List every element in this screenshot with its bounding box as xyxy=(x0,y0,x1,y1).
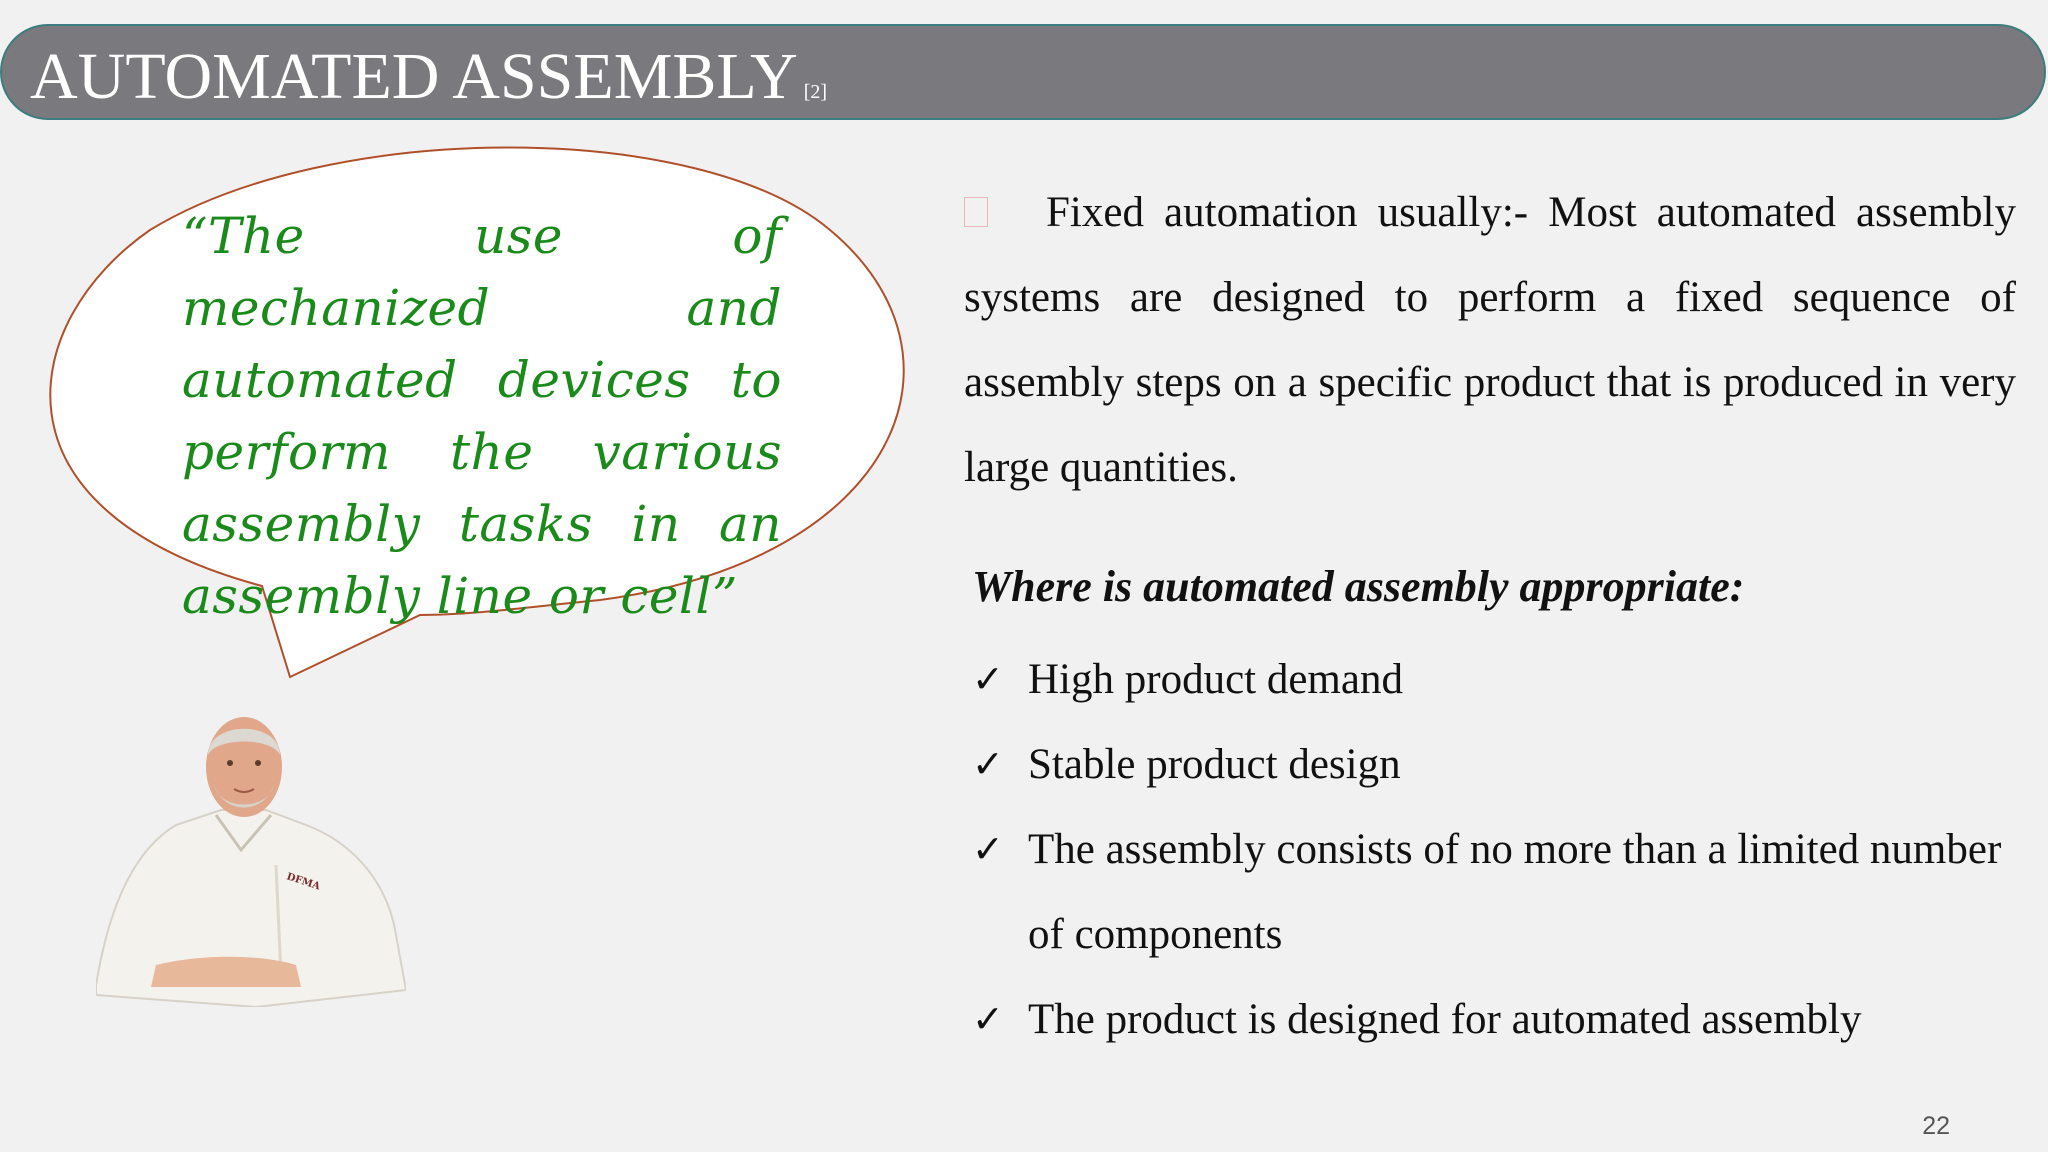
paragraph-text: Fixed automation usually:- Most automated assembly systems are designed to perform a fixed sequence of assembly steps on a specific product that is produced in very large quantities. xyxy=(964,189,2016,491)
list-item xyxy=(972,722,2032,807)
list-item xyxy=(972,637,2032,722)
appropriate-heading: Where is automated assembly appropriate: xyxy=(972,562,1745,611)
title-reference: [2] xyxy=(803,81,828,103)
list-item xyxy=(972,977,2032,1062)
shirt-logo: DFMA xyxy=(285,871,322,893)
list-item-text: Stable product design xyxy=(1028,741,1401,788)
list-item-text: The product is designed for automated assembly xyxy=(1028,996,1862,1043)
appropriate-list xyxy=(972,637,2032,1062)
list-item xyxy=(972,807,2032,977)
check-icon: ✓ xyxy=(972,997,1004,1041)
presenter-photo xyxy=(96,715,406,1007)
check-icon: ✓ xyxy=(972,657,1004,701)
fixed-automation-paragraph xyxy=(964,170,2016,510)
title-text: AUTOMATED ASSEMBLY xyxy=(30,40,798,113)
page-number: 22 xyxy=(1922,1112,1950,1140)
bullet-box-icon xyxy=(964,197,988,227)
check-icon: ✓ xyxy=(972,827,1004,871)
list-item-text: The assembly consists of no more than a limited number of components xyxy=(1028,826,2002,958)
slide-title xyxy=(30,37,827,132)
definition-quote: “The use of mechanized and automated devices to perform the various assembly tasks in an assembly line or cell” xyxy=(182,207,782,625)
list-item-text: High product demand xyxy=(1028,656,1403,703)
check-icon: ✓ xyxy=(972,742,1004,786)
